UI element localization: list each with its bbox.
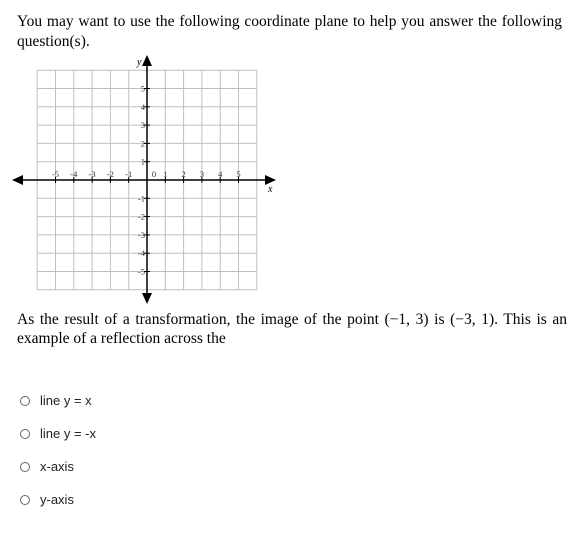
x-tick-label: -5: [51, 169, 60, 179]
coordinate-plane: [10, 54, 280, 306]
x-tick-label: -1: [125, 169, 133, 179]
x-tick-label: 3: [199, 169, 205, 179]
x-axis-label: x: [268, 184, 273, 195]
y-tick-label: -3: [137, 229, 145, 240]
y-tick-label: 5: [140, 83, 145, 94]
y-tick-label: -5: [137, 266, 145, 277]
x-tick-label: -2: [106, 169, 114, 179]
y-axis-arrow-down: [142, 293, 152, 304]
choice-line-y-equals-neg-x[interactable]: [20, 417, 96, 450]
intro-text: You may want to use the following coordinate plane to help you answer the following question(s).: [17, 13, 562, 50]
y-tick-label: -2: [137, 211, 145, 222]
y-tick-label: 3: [140, 120, 145, 131]
y-axis-label: y: [137, 57, 142, 68]
choice-line-y-equals-x[interactable]: [20, 384, 96, 417]
y-tick-label: 2: [140, 138, 145, 149]
choice-label: y-axis: [40, 492, 74, 507]
question-text: As the result of a transformation, the image of the point (−1, 3) is (−3, 1). This is an example of a reflection across the: [17, 311, 567, 347]
radio-button[interactable]: [20, 462, 30, 472]
y-tick-label: 1: [140, 156, 145, 167]
x-tick-label: 4: [218, 169, 223, 179]
y-axis-arrow-up: [142, 55, 152, 66]
axis-labels: [52, 57, 273, 277]
x-tick-label: 1: [163, 169, 168, 179]
origin-label: 0: [151, 169, 157, 179]
x-tick-label: -3: [88, 169, 96, 179]
y-tick-label: 4: [140, 101, 145, 112]
radio-button[interactable]: [20, 396, 30, 406]
x-tick-label: 5: [236, 169, 241, 179]
choice-label: x-axis: [40, 459, 74, 474]
choice-label: line y = x: [40, 393, 92, 408]
y-tick-label: -4: [137, 248, 145, 259]
radio-button[interactable]: [20, 495, 30, 505]
choice-y-axis[interactable]: [20, 483, 96, 516]
y-tick-label: -1: [137, 193, 145, 204]
answer-choices: [20, 384, 96, 516]
radio-button[interactable]: [20, 429, 30, 439]
x-tick-label: -4: [70, 169, 78, 179]
x-axis-arrow-left: [12, 175, 23, 185]
x-tick-label: 2: [181, 169, 186, 179]
choice-x-axis[interactable]: [20, 450, 96, 483]
choice-label: line y = -x: [40, 426, 96, 441]
